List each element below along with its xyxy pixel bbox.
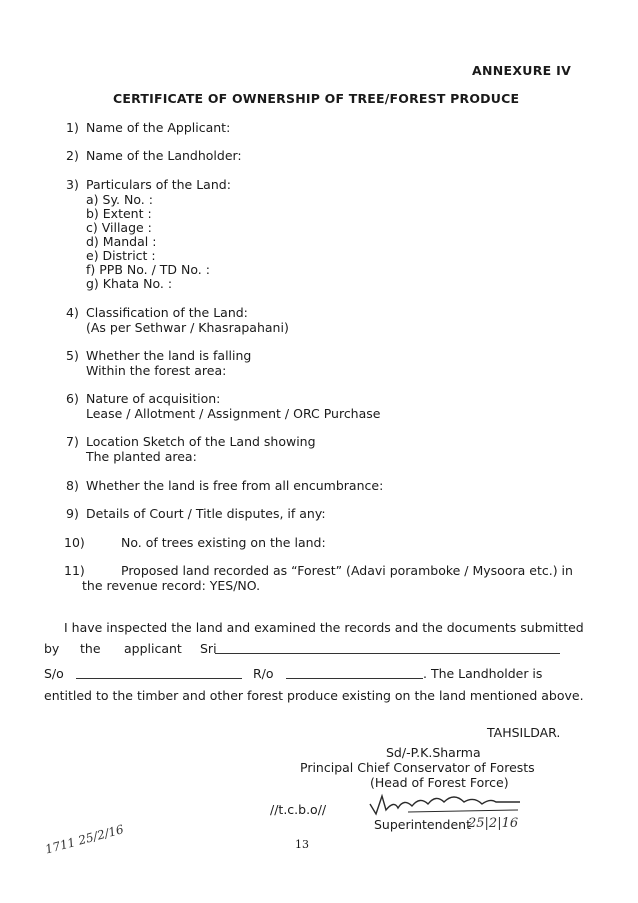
item-text-continued: (As per Sethwar / Khasrapahani)	[86, 320, 289, 335]
statement-by: by	[44, 641, 60, 656]
signatory-head: (Head of Forest Force)	[370, 775, 509, 790]
father-name-blank[interactable]	[76, 667, 242, 679]
margin-handwritten-note	[40, 822, 126, 870]
signatory-designation: Principal Chief Conservator of Forests	[300, 760, 535, 775]
item-number: 5)	[66, 348, 79, 363]
statement-line-3: entitled to the timber and other forest produce existing on the land mentioned above.	[44, 688, 584, 703]
item-text: Particulars of the Land:	[86, 177, 231, 192]
item-text-continued: Lease / Allotment / Assignment / ORC Purchase	[86, 406, 381, 421]
page-number: 13	[295, 838, 309, 851]
document-title: CERTIFICATE OF OWNERSHIP OF TREE/FOREST PRODUCE	[113, 91, 520, 106]
item-text: Name of the Applicant:	[86, 120, 231, 135]
item-number: 1)	[66, 120, 79, 135]
item-number: 4)	[66, 305, 79, 320]
item-text-continued: the revenue record: YES/NO.	[82, 578, 261, 593]
item-number: 3)	[66, 177, 79, 192]
item-text: Details of Court / Title disputes, if any:	[86, 506, 326, 521]
tcbo-mark: //t.c.b.o//	[270, 802, 327, 817]
superintendent-label: Superintendent	[374, 817, 471, 832]
statement-the: the	[80, 641, 101, 656]
item-number: 6)	[66, 391, 79, 406]
item-text-continued: Within the forest area:	[86, 363, 227, 378]
statement-so: S/o	[44, 666, 64, 681]
item-text: No. of trees existing on the land:	[121, 535, 326, 550]
item-number: 2)	[66, 148, 79, 163]
item-text: Location Sketch of the Land showing	[86, 434, 316, 449]
margin-note-text: 1711 25/2/16	[43, 822, 126, 857]
statement-sri: Sri	[200, 641, 217, 656]
item-text: Classification of the Land:	[86, 305, 248, 320]
statement-landholder: . The Landholder is	[423, 666, 543, 681]
tahsildar-label: TAHSILDAR.	[487, 725, 561, 740]
annexure-label: ANNEXURE IV	[472, 63, 572, 78]
item-text-continued: The planted area:	[86, 449, 197, 464]
land-particular: b) Extent :	[86, 206, 152, 221]
item-text: Whether the land is free from all encumbrance:	[86, 478, 384, 493]
item-text: Name of the Landholder:	[86, 148, 242, 163]
item-number: 10)	[64, 535, 85, 550]
land-particular: f) PPB No. / TD No. :	[86, 262, 210, 277]
residence-blank[interactable]	[286, 667, 423, 679]
item-text: Proposed land recorded as “Forest” (Adavi poramboke / Mysoora etc.) in	[121, 563, 573, 578]
land-particular: g) Khata No. :	[86, 276, 173, 291]
item-number: 8)	[66, 478, 79, 493]
item-number: 9)	[66, 506, 79, 521]
land-particular: d) Mandal :	[86, 234, 157, 249]
signatory-name: Sd/-P.K.Sharma	[386, 745, 481, 760]
applicant-name-blank[interactable]	[215, 642, 560, 654]
item-number: 11)	[64, 563, 85, 578]
item-text: Whether the land is falling	[86, 348, 252, 363]
land-particular: a) Sy. No. :	[86, 192, 153, 207]
land-particular: c) Village :	[86, 220, 152, 235]
land-particular: e) District :	[86, 248, 156, 263]
statement-line-1: I have inspected the land and examined the records and the documents submitted	[64, 620, 584, 635]
statement-ro: R/o	[253, 666, 274, 681]
item-number: 7)	[66, 434, 79, 449]
handwritten-date: 25|2|16	[468, 816, 519, 831]
statement-applicant: applicant	[124, 641, 182, 656]
item-text: Nature of acquisition:	[86, 391, 221, 406]
